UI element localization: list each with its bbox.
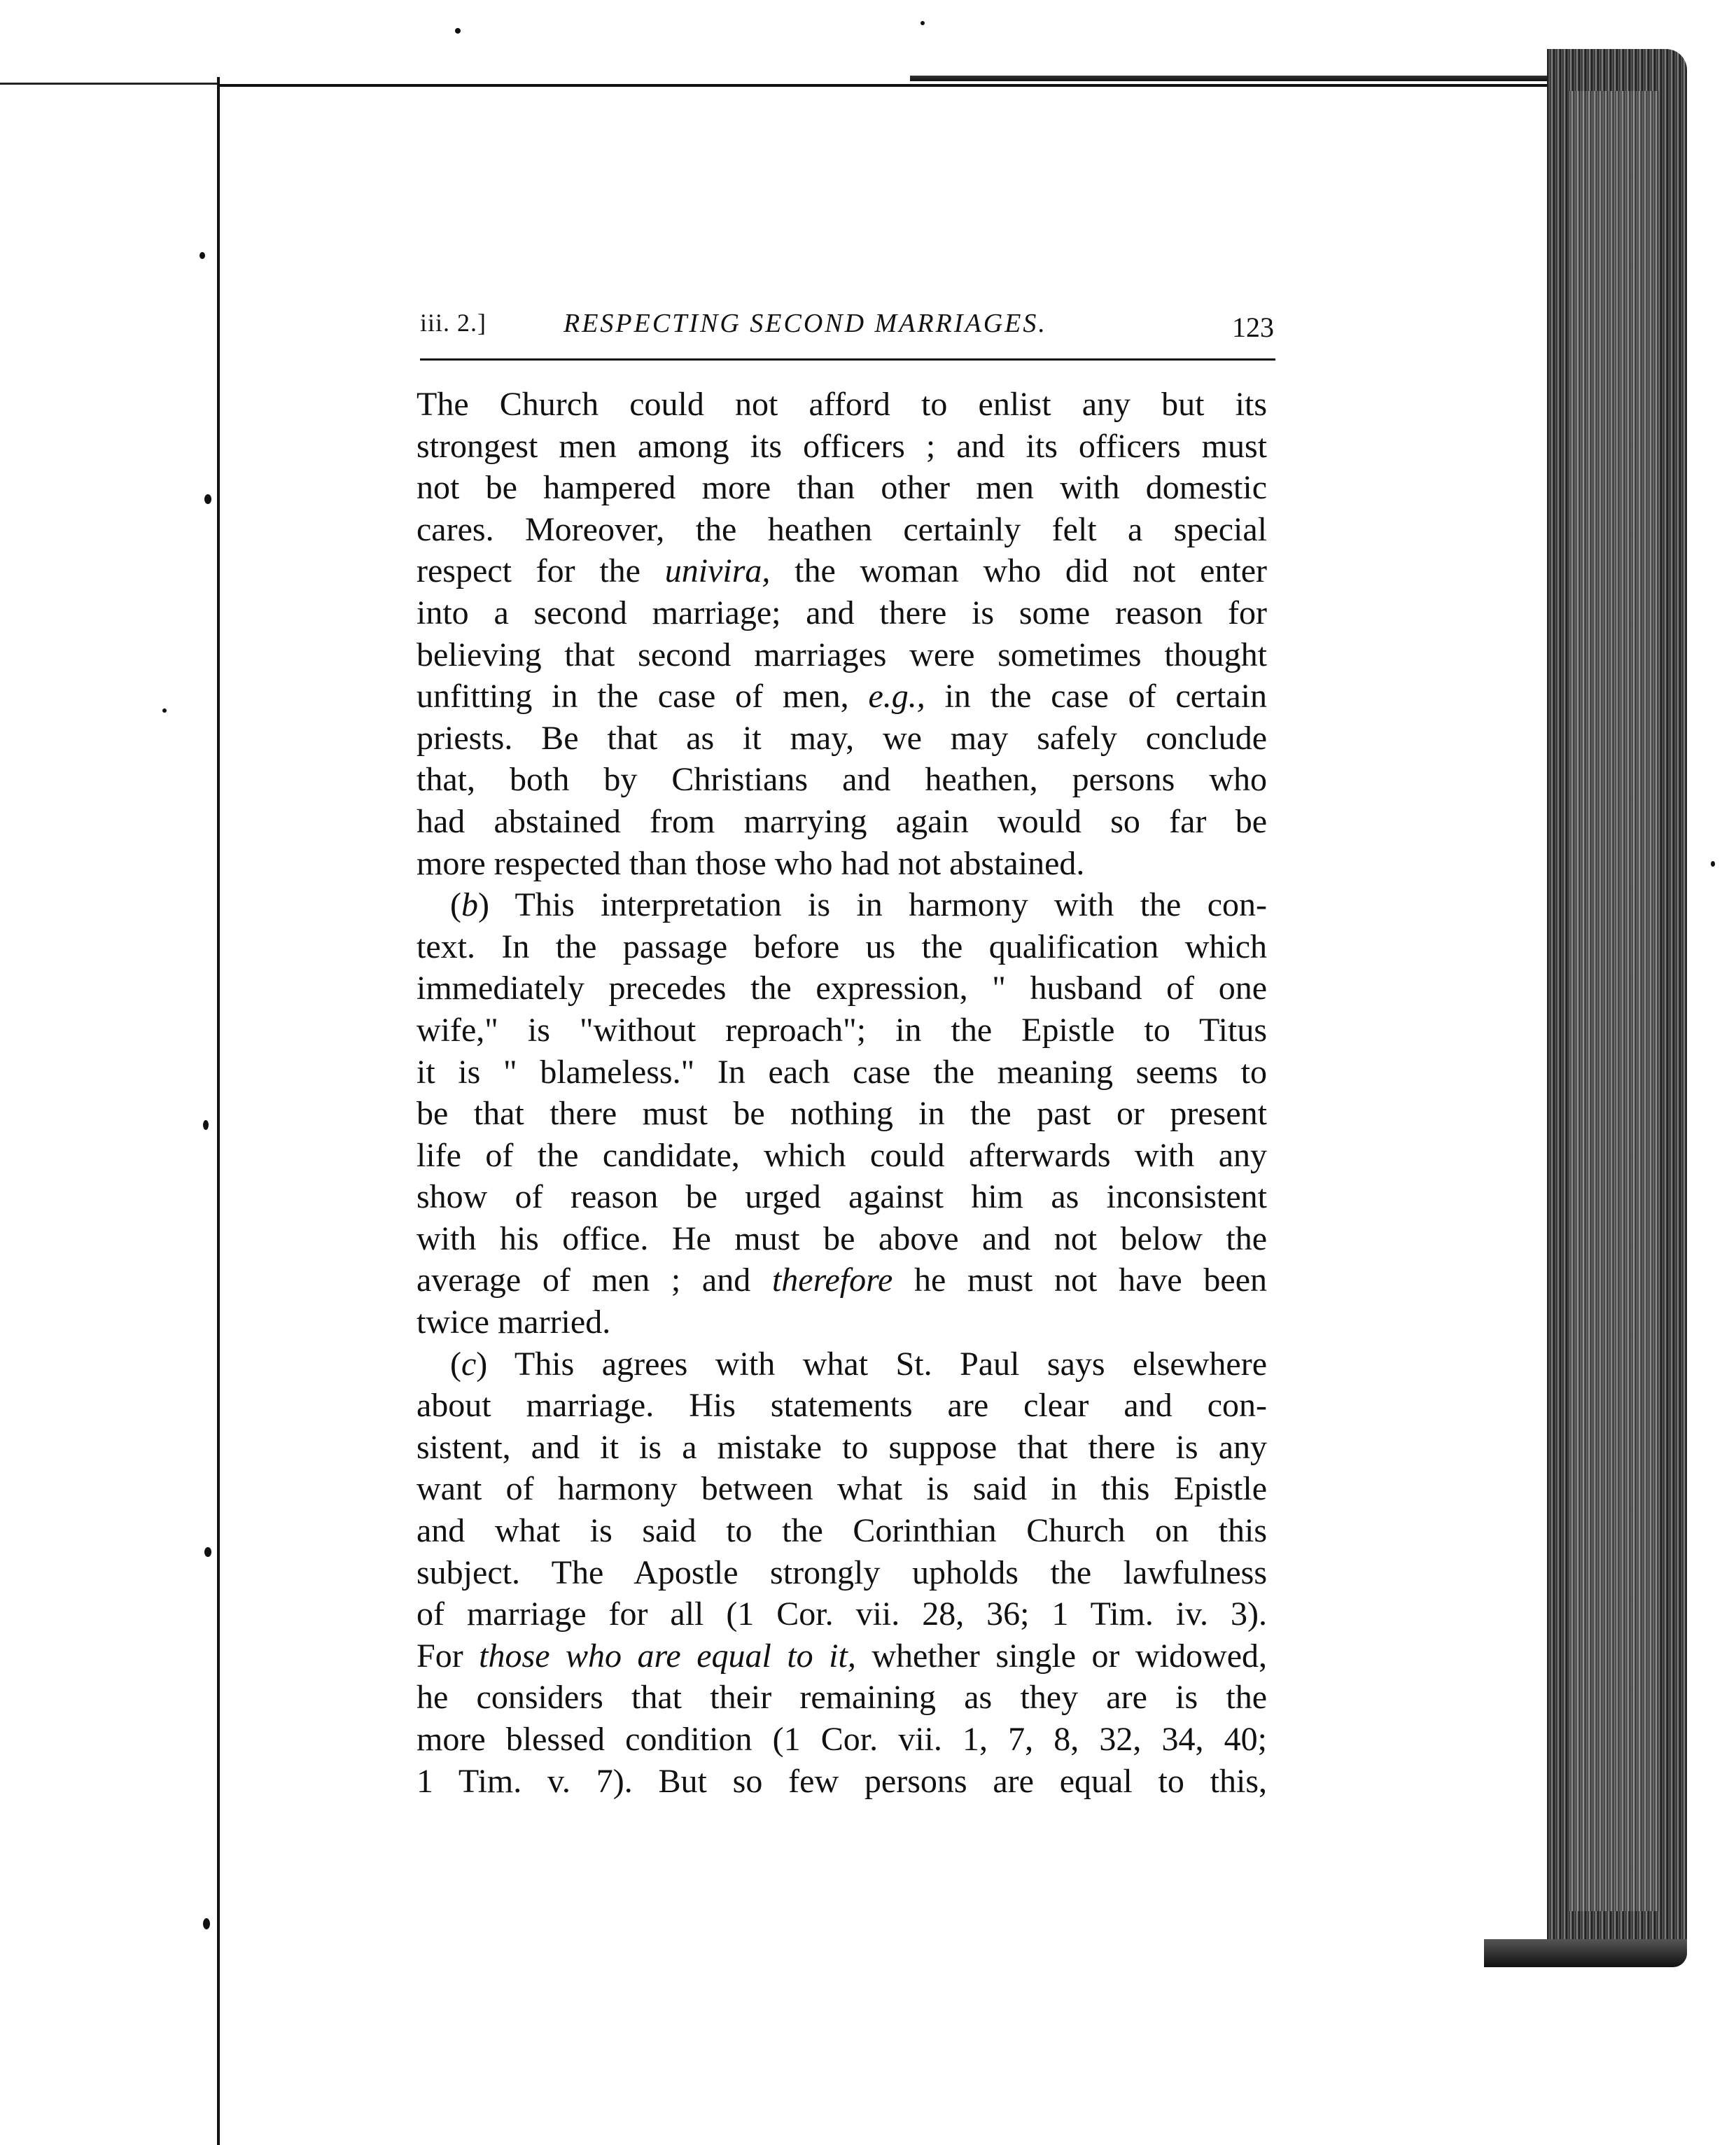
text-line — [416, 1552, 1267, 1594]
text-line — [416, 1677, 1267, 1719]
text-run: strongest men among its officers ; and its officers must — [416, 427, 1267, 465]
text-line — [416, 426, 1267, 468]
text-line — [416, 1468, 1267, 1510]
text-line — [416, 384, 1267, 426]
text-run: priests. Be that as it may, we may safely conclude — [416, 719, 1267, 757]
text-run: more blessed condition (1 Cor. vii. 1, 7, 8, 32, 34, 40; — [416, 1721, 1267, 1758]
text-run: whether single or widowed, — [855, 1637, 1267, 1675]
italic-run: b — [461, 886, 478, 924]
text-line — [416, 1719, 1267, 1761]
text-run: and what is said to the Corinthian Church on this — [416, 1512, 1267, 1550]
italic-run: therefore — [771, 1262, 893, 1299]
text-run: be that there must be nothing in the past or present — [416, 1095, 1267, 1133]
text-line — [416, 967, 1267, 1009]
text-run: with his office. He must be above and not below the — [416, 1220, 1267, 1257]
running-title: RESPECTING SECOND MARRIAGES. — [564, 309, 1047, 338]
text-line — [416, 926, 1267, 968]
section-reference: iii. 2.] — [420, 309, 486, 337]
italic-run: those who are equal to it, — [479, 1637, 856, 1675]
text-line — [416, 884, 1267, 926]
text-line — [416, 1051, 1267, 1094]
text-line — [416, 1301, 1267, 1343]
text-run: ( — [450, 1345, 461, 1383]
text-run: For — [416, 1637, 479, 1675]
text-run: it is " blameless." In each case the meaning seems to — [416, 1053, 1267, 1091]
text-run: life of the candidate, which could afterwards with any — [416, 1136, 1267, 1174]
text-run: wife," is "without reproach"; in the Epistle to Titus — [416, 1011, 1267, 1049]
text-run: about marriage. His statements are clear and con- — [416, 1387, 1267, 1425]
text-line — [416, 1009, 1267, 1051]
scan-speck — [455, 28, 461, 34]
text-run: not be hampered more than other men with domestic — [416, 469, 1267, 507]
text-run: ) This agrees with what St. Paul says elsewhere — [476, 1345, 1267, 1383]
text-line — [416, 509, 1267, 551]
text-line — [416, 1635, 1267, 1677]
text-line — [416, 1385, 1267, 1427]
scan-speck — [200, 252, 205, 259]
text-run: twice married. — [416, 1304, 611, 1341]
text-line — [416, 467, 1267, 509]
text-line — [416, 550, 1267, 592]
text-line — [416, 1259, 1267, 1301]
italic-run: c — [461, 1345, 477, 1383]
text-run: cares. Moreover, the heathen certainly felt a special — [416, 510, 1267, 548]
text-line — [416, 676, 1267, 718]
book-block-top-edge — [910, 76, 1568, 81]
text-run: average of men ; and — [416, 1262, 772, 1299]
text-run: subject. The Apostle strongly upholds the lawfulness — [416, 1553, 1267, 1591]
page-number: 123 — [1232, 312, 1274, 343]
italic-run: e.g., — [868, 678, 925, 715]
scan-speck — [1711, 861, 1715, 867]
text-line — [416, 1761, 1267, 1803]
text-line — [416, 592, 1267, 634]
text-run: more respected than those who had not abstained. — [416, 844, 1085, 882]
text-run: text. In the passage before us the qualification which — [416, 928, 1267, 965]
text-line — [416, 1176, 1267, 1218]
text-run: ( — [450, 886, 461, 924]
text-run: ) This interpretation is in harmony with the con- — [477, 886, 1267, 924]
text-run: that, both by Christians and heathen, persons who — [416, 761, 1267, 799]
text-run: he considers that their remaining as they are is the — [416, 1679, 1267, 1717]
text-run: 1 Tim. v. 7). But so few persons are equal to this, — [416, 1762, 1267, 1800]
text-run: believing that second marriages were sometimes thought — [416, 636, 1267, 673]
body-text — [416, 384, 1267, 1802]
text-line — [416, 1343, 1267, 1385]
text-line — [416, 1093, 1267, 1135]
text-run: the woman who did not enter — [770, 552, 1267, 590]
scan-speck — [920, 21, 925, 25]
text-run: want of harmony between what is said in this Epistle — [416, 1470, 1267, 1508]
text-run: had abstained from marrying again would so far be — [416, 802, 1267, 840]
page-stack-inner-edge — [1568, 91, 1659, 1911]
text-run: into a second marriage; and there is some reason for — [416, 594, 1267, 631]
text-run: respect for the — [416, 552, 665, 590]
text-line — [416, 1427, 1267, 1469]
text-line — [416, 1510, 1267, 1552]
text-run: immediately precedes the expression, " husband of one — [416, 970, 1267, 1007]
text-run: The Church could not afford to enlist any but its — [416, 386, 1267, 423]
text-line — [416, 1135, 1267, 1177]
text-run: of marriage for all (1 Cor. vii. 28, 36; 1 Tim. iv. 3). — [416, 1595, 1267, 1633]
text-line — [416, 801, 1267, 843]
text-line — [416, 718, 1267, 760]
text-run: in the case of certain — [925, 678, 1267, 715]
facing-page-edge — [0, 77, 220, 2145]
running-header — [420, 308, 1274, 350]
scan-speck — [162, 708, 167, 713]
text-line — [416, 843, 1267, 885]
text-line — [416, 1593, 1267, 1635]
italic-run: univira, — [664, 552, 771, 590]
text-run: sistent, and it is a mistake to suppose that there is any — [416, 1428, 1267, 1466]
text-line — [416, 634, 1267, 676]
text-run: show of reason be urged against him as inconsistent — [416, 1178, 1267, 1216]
text-run: unfitting in the case of men, — [416, 678, 869, 715]
facing-page-top-edge — [0, 83, 217, 85]
scan-speck — [204, 494, 211, 504]
text-line — [416, 759, 1267, 801]
scan-speck — [204, 1547, 211, 1557]
text-line — [416, 1218, 1267, 1260]
book-block-bottom-edge — [1484, 1939, 1687, 1967]
scan-speck — [203, 1120, 209, 1130]
header-rule — [420, 358, 1275, 361]
text-run: he must not have been — [892, 1262, 1267, 1299]
scan-speck — [203, 1918, 210, 1929]
